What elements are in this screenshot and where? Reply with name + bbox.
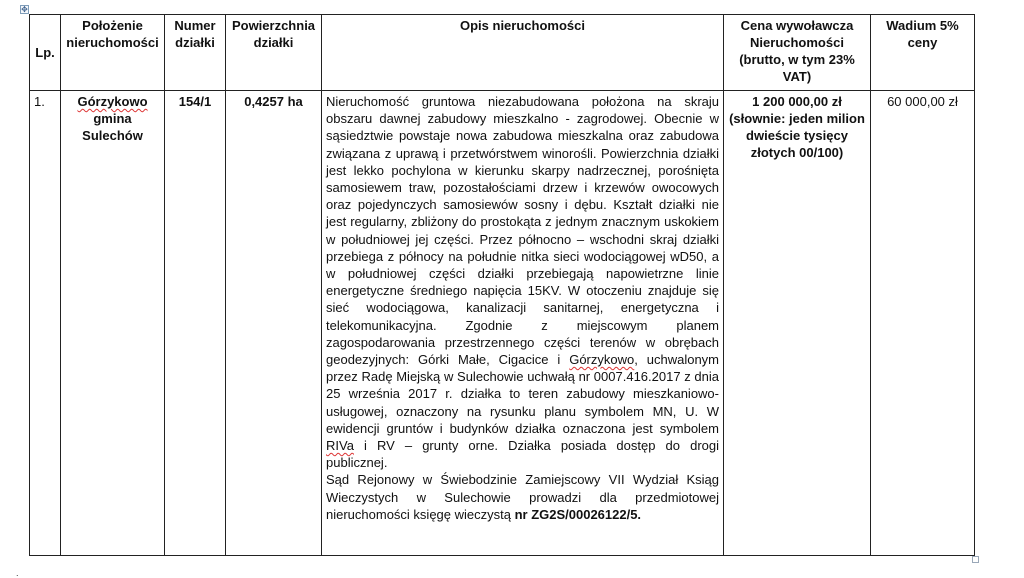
cell-description [322,91,724,556]
header-deposit: Wadium 5% ceny [871,15,975,91]
price-amount: 1 200 000,00 zł [752,94,842,109]
header-plot-number: Numer działki [165,15,226,91]
description-keyword-village: Górzykowo [569,352,635,368]
description-paragraph-2 [326,471,719,523]
price-words: (słownie: jeden milion dwieście tysięcy złotych 00/100) [729,111,865,160]
cell-deposit: 60 000,00 zł [871,91,975,556]
description-text: , uchwalonym przez Radę Miejską w Sulechowie uchwałą nr 0007.416.2017 z dnia 25 września 2017 r. działka to teren zabudowy mieszkaniowo-usługowej, oznaczony na rysunku planu symbolem MN, U. W ewidencji gruntów i budynków działka oznaczona jest symbolem [326,352,719,436]
cell-area: 0,4257 ha [226,91,322,556]
land-register-number: nr ZG2S/00026122/5. [514,506,642,522]
description-paragraph-1 [326,93,719,471]
cell-price [724,91,871,556]
header-area: Powierzchnia działki [226,15,322,91]
header-description: Opis nieruchomości [322,15,724,91]
table-move-handle-icon[interactable]: ✥ [21,4,28,14]
header-location: Położenie nieruchomości [61,15,165,91]
location-town: Sulechów [82,128,143,143]
location-gmina: gmina [93,111,132,126]
table-resize-handle-icon[interactable] [972,556,979,563]
description-text: i RV – grunty orne. Działka posiada dostęp do drogi publicznej. [326,438,719,471]
header-lp: Lp. [30,15,61,91]
cell-lp: 1. [30,91,61,556]
paragraph-mark: . [16,568,19,578]
location-village: Górzykowo [77,94,148,109]
description-keyword-symbol: RIVa [326,438,354,454]
table-row [30,91,975,556]
table-header-row [30,15,975,91]
property-table [29,14,975,556]
header-price: Cena wywoławcza Nieruchomości (brutto, w tym 23% VAT) [724,15,871,91]
cell-plot-number: 154/1 [165,91,226,556]
description-text: Sąd Rejonowy w Świebodzinie Zamiejscowy VII Wydział Ksiąg Wieczystych w Sulechowie prowadzi dla przedmiotowej nieruchomości księgę wieczystą [326,472,719,522]
description-text: Nieruchomość gruntowa niezabudowana położona na skraju obszaru dawnej zabudowy mieszkalno - zagrodowej. Obecnie w sąsiedztwie powstaje nowa zabudowa mieszkalna oraz zabudowa związana z uprawą i przetwórstwem winorośli. Powierzchnia działki jest lekko pochylona w kierunku skarpy nadrzecznej, porośnięta samosiewem traw, pozostałościami drzew i krzewów owocowych oraz pojedynczych samosiewów sosny i dębu. Kształt działki nie jest regularny, zbliżony do prostokąta z jednym znacznym uskokiem w południowej jej części. Przez północno – wschodni skraj działki przebiega z północy na południe nitka sieci wodociągowej wD50, a w południowej części działki przebiegają napowietrzne linie energetyczne średniego napięcia 15KV. W otoczeniu znajduje się sieć wodociągowa, kanalizacji sanitarnej, energetyczna i telekomunikacyjna. Zgodnie z miejscowym planem zagospodarowania przestrzennego części terenów w obrębach geodezyjnych: Górki Małe, Cigacice i [326,94,719,368]
cell-location [61,91,165,556]
